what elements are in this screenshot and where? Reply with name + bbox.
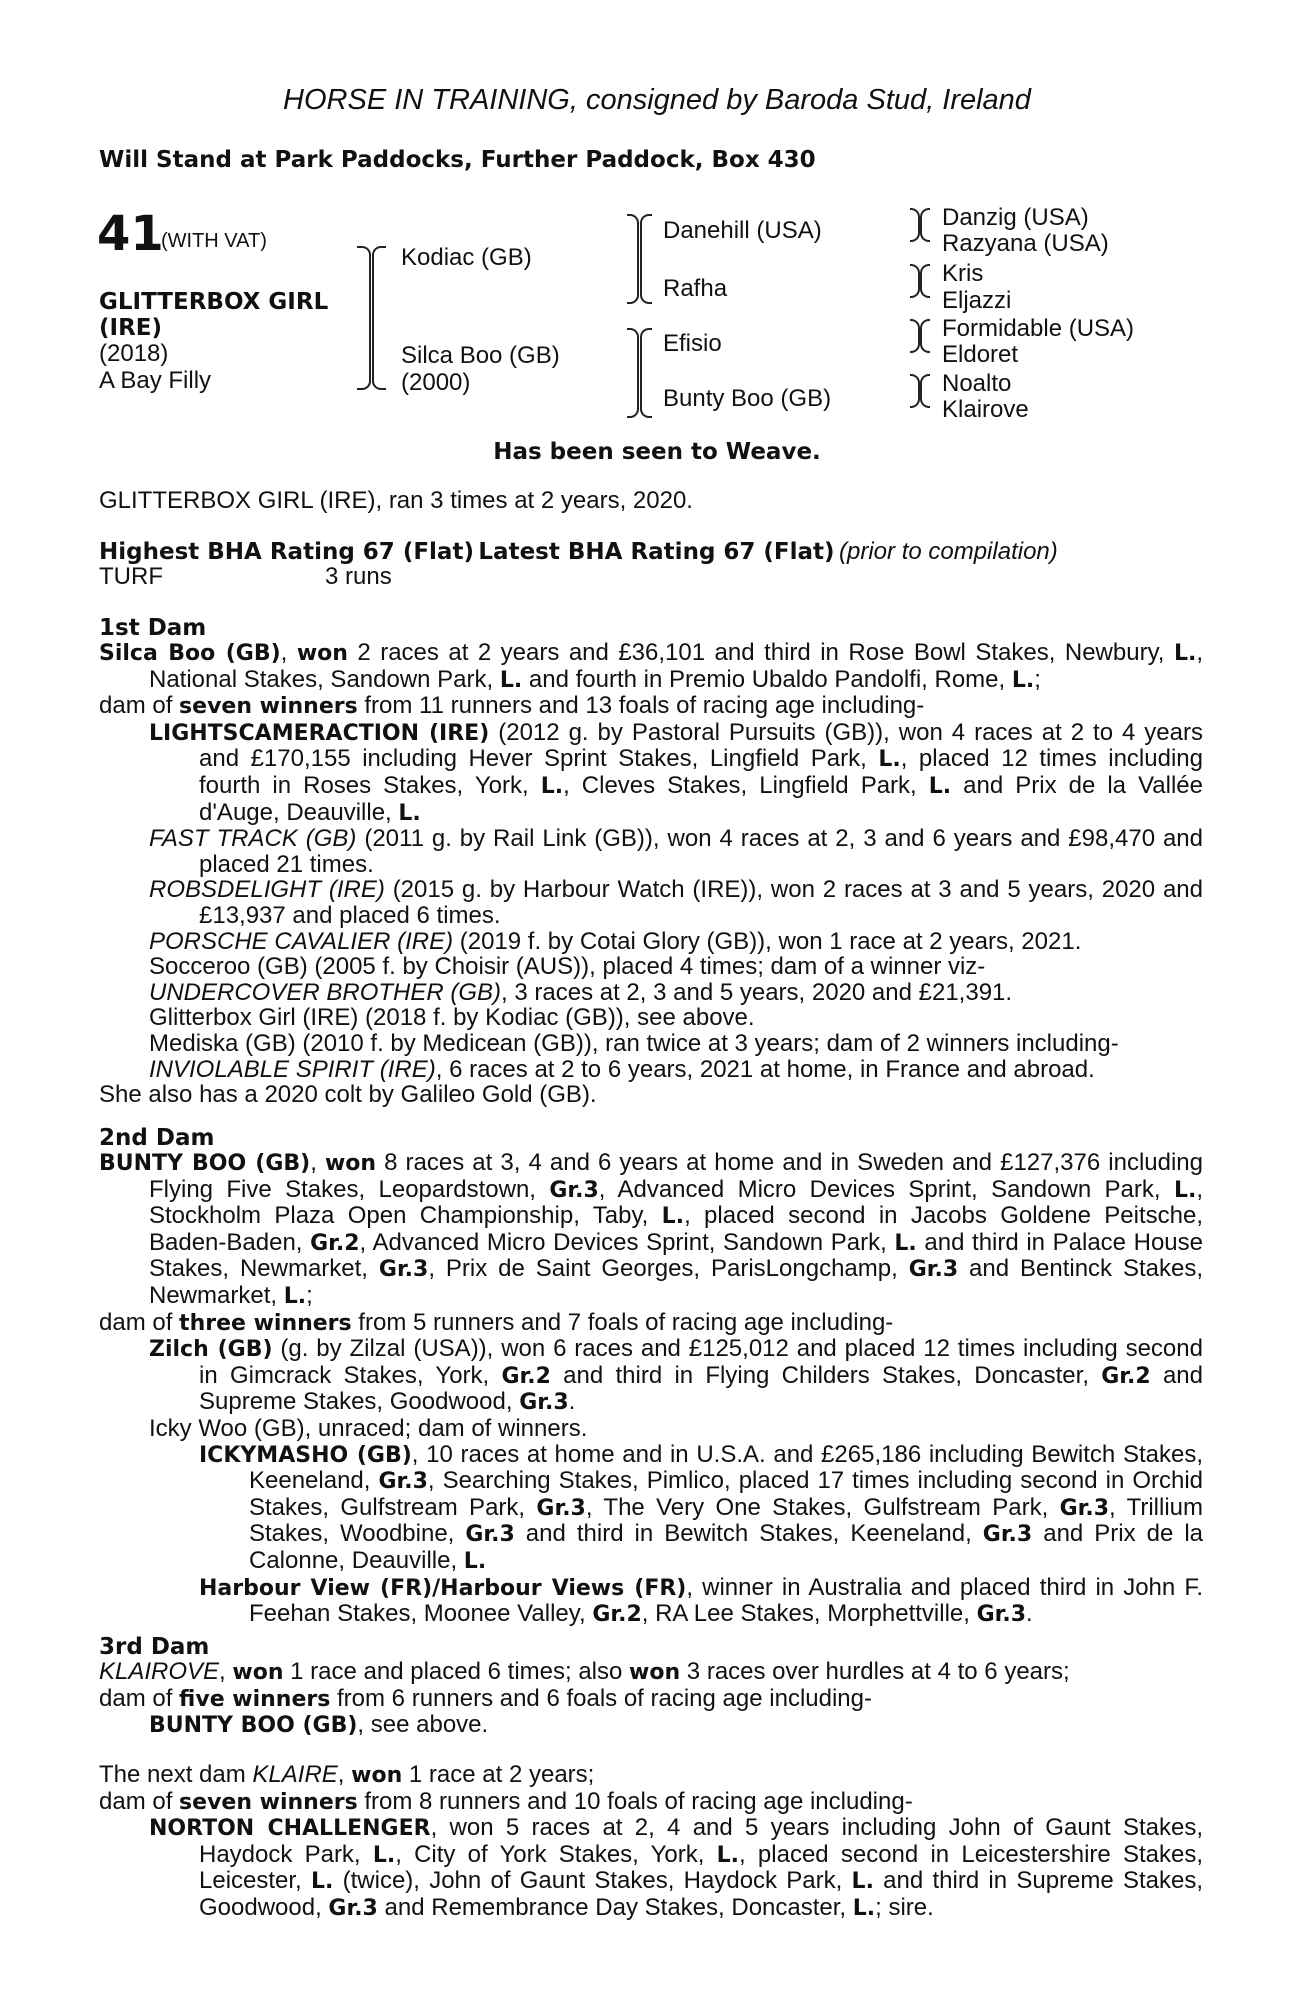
pedigree-brace <box>920 319 930 353</box>
pedigree-brace <box>640 328 652 418</box>
pedigree-brace <box>920 374 930 408</box>
first-dam-heading: 1st Dam <box>99 615 207 641</box>
horse-name-suffix: (IRE) <box>99 315 163 341</box>
pedigree-entry: dam of five winners from 6 runners and 6 foals of racing age including- <box>99 1684 872 1712</box>
highest-rating: Highest BHA Rating 67 (Flat) <box>99 539 474 565</box>
pedigree-brace <box>627 214 639 304</box>
pedigree-entry: BUNTY BOO (GB), won 8 races at 3, 4 and 6 years at home and in Sweden and £127,376 including Flying Five Stakes, Leopardstown, Gr.3, Advanced Micro Devices Sprint, Sandown Park, L., Stockholm Plaza Open Championship, Taby, L., placed second in Jacobs Goldene Peitsche, Baden-Baden, Gr.2, Advanced Micro Devices Sprint, Sandown Park, L. and third in Palace House Stakes, Newmarket, Gr.3, Prix de Saint Georges, ParisLongchamp, Gr.3 and Bentinck Stakes, Newmarket, L.; <box>99 1149 1203 1309</box>
pedigree-entry: She also has a 2020 colt by Galileo Gold (GB). <box>99 1081 597 1109</box>
sire-dam: Rafha <box>663 275 728 302</box>
pedigree-brace <box>372 246 386 390</box>
dam: Silca Boo (GB) <box>401 342 560 369</box>
dam-year: (2000) <box>401 369 471 396</box>
pedigree-entry: ROBSDELIGHT (IRE) (2015 g. by Harbour Watch (IRE)), won 2 races at 3 and 5 years, 2020 and £13,937 and placed 6 times. <box>149 876 1203 929</box>
location-line: Will Stand at Park Paddocks, Further Paddock, Box 430 <box>99 147 816 173</box>
pedigree-brace <box>910 264 920 298</box>
pedigree-entry: Harbour View (FR)/Harbour Views (FR), winner in Australia and placed third in John F. Feehan Stakes, Moonee Valley, Gr.2, RA Lee Stakes, Morphettville, Gr.3. <box>199 1573 1203 1628</box>
pedigree-entry: UNDERCOVER BROTHER (GB), 3 races at 2, 3 and 5 years, 2020 and £21,391. <box>149 978 1013 1006</box>
grandparent: Eljazzi <box>942 287 1012 314</box>
surface: TURF <box>99 563 163 590</box>
pedigree-entry: Socceroo (GB) (2005 f. by Choisir (AUS)), placed 4 times; dam of a winner viz- <box>149 953 986 981</box>
horse-name: GLITTERBOX GIRL <box>99 289 329 315</box>
pedigree-entry: The next dam KLAIRE, won 1 race at 2 years; <box>99 1761 595 1788</box>
pedigree-entry: KLAIROVE, won 1 race and placed 6 times; also won 3 races over hurdles at 4 to 6 years; <box>99 1658 1070 1685</box>
third-dam-section <box>99 1659 1203 1739</box>
third-dam-heading: 3rd Dam <box>99 1634 210 1660</box>
pedigree-brace <box>920 208 930 242</box>
latest-rating: Latest BHA Rating 67 (Flat) <box>478 539 835 565</box>
grandparent: Eldoret <box>942 341 1019 368</box>
sire-sire: Danehill (USA) <box>663 217 822 244</box>
rating-qualifier: (prior to compilation) <box>839 538 1058 565</box>
page-title: HORSE IN TRAINING, consigned by Baroda Stud, Ireland <box>283 84 1031 116</box>
dam-sire: Efisio <box>663 330 722 357</box>
first-dam-section <box>99 640 1203 1108</box>
vat-note: (WITH VAT) <box>161 230 267 252</box>
pedigree-brace <box>357 246 371 390</box>
dam-dam: Bunty Boo (GB) <box>663 385 832 412</box>
pedigree-brace <box>910 208 920 242</box>
grandparent: Noalto <box>942 370 1012 397</box>
grandparent: Formidable (USA) <box>942 315 1135 342</box>
pedigree-entry: LIGHTSCAMERACTION (IRE) (2012 g. by Pastoral Pursuits (GB)), won 4 races at 2 to 4 years and £170,155 including Hever Sprint Stakes, Lingfield Park, L., placed 12 times including fourth in Roses Stakes, York, L., Cleves Stakes, Lingfield Park, L. and Prix de la Vallée d'Auge, Deauville, L. <box>149 718 1204 826</box>
surface-runs: 3 runs <box>325 563 392 590</box>
bha-ratings <box>99 538 1058 566</box>
pedigree-entry: PORSCHE CAVALIER (IRE) (2019 f. by Cotai Glory (GB)), won 1 race at 2 years, 2021. <box>149 927 1082 955</box>
pedigree-brace <box>910 319 920 353</box>
pedigree-brace <box>640 214 652 304</box>
pedigree-entry: Zilch (GB) (g. by Zilzal (USA)), won 6 races and £125,012 and placed 12 times including second in Gimcrack Stakes, York, Gr.2 and third in Flying Childers Stakes, Doncaster, Gr.2 and Supreme Stakes, Goodwood, Gr.3. <box>149 1335 1203 1416</box>
grandparent: Klairove <box>942 396 1029 423</box>
behaviour-note: Has been seen to Weave. <box>493 439 821 465</box>
pedigree-entry: dam of seven winners from 8 runners and 10 foals of racing age including- <box>99 1787 913 1815</box>
grandparent: Kris <box>942 260 984 287</box>
pedigree-entry: Mediska (GB) (2010 f. by Medicean (GB)), ran twice at 3 years; dam of 2 winners including- <box>149 1029 1119 1057</box>
pedigree-brace <box>920 264 930 298</box>
pedigree-entry: FAST TRACK (GB) (2011 g. by Rail Link (GB)), won 4 races at 2, 3 and 6 years and £98,470 and placed 21 times. <box>149 825 1204 878</box>
pedigree-entry: Silca Boo (GB), won 2 races at 2 years and £36,101 and third in Rose Bowl Stakes, Newbury, L., National Stakes, Sandown Park, L. and fourth in Premio Ubaldo Pandolfi, Rome, L.; <box>99 639 1203 693</box>
pedigree-entry: BUNTY BOO (GB), see above. <box>149 1711 489 1739</box>
pedigree-brace <box>627 328 639 418</box>
next-dam-section <box>99 1762 1203 1922</box>
pedigree-entry: INVIOLABLE SPIRIT (IRE), 6 races at 2 to 6 years, 2021 at home, in France and abroad. <box>149 1055 1095 1083</box>
pedigree-entry: Icky Woo (GB), unraced; dam of winners. <box>149 1414 588 1442</box>
grandparent: Razyana (USA) <box>942 230 1109 257</box>
pedigree-entry: dam of seven winners from 11 runners and 13 foals of racing age including- <box>99 692 925 720</box>
lot-number: 41 <box>97 206 164 262</box>
pedigree-entry: NORTON CHALLENGER, won 5 races at 2, 4 and 5 years including John of Gaunt Stakes, Haydock Park, L., City of York Stakes, York, L., placed second in Leicestershire Stakes, Leicester, L. (twice), John of Gaunt Stakes, Haydock Park, L. and third in Supreme Stakes, Goodwood, Gr.3 and Remembrance Day Stakes, Doncaster, L.; sire. <box>149 1814 1204 1921</box>
second-dam-section <box>99 1150 1203 1628</box>
pedigree-entry: Glitterbox Girl (IRE) (2018 f. by Kodiac (GB)), see above. <box>149 1004 755 1032</box>
horse-description: A Bay Filly <box>99 367 212 394</box>
grandparent: Danzig (USA) <box>942 204 1089 231</box>
foaling-year: (2018) <box>99 340 169 367</box>
pedigree-brace <box>910 374 920 408</box>
second-dam-heading: 2nd Dam <box>99 1125 215 1151</box>
sire: Kodiac (GB) <box>401 244 532 271</box>
pedigree-entry: ICKYMASHO (GB), 10 races at home and in U.S.A. and £265,186 including Bewitch Stakes, Keeneland, Gr.3, Searching Stakes, Pimlico, placed 17 times including second in Orchid Stakes, Gulfstream Park, Gr.3, The Very One Stakes, Gulfstream Park, Gr.3, Trillium Stakes, Woodbine, Gr.3 and third in Bewitch Stakes, Keeneland, Gr.3 and Prix de la Calonne, Deauville, L. <box>199 1440 1204 1574</box>
race-record: GLITTERBOX GIRL (IRE), ran 3 times at 2 years, 2020. <box>99 487 693 514</box>
pedigree-entry: dam of three winners from 5 runners and 7 foals of racing age including- <box>99 1308 894 1336</box>
